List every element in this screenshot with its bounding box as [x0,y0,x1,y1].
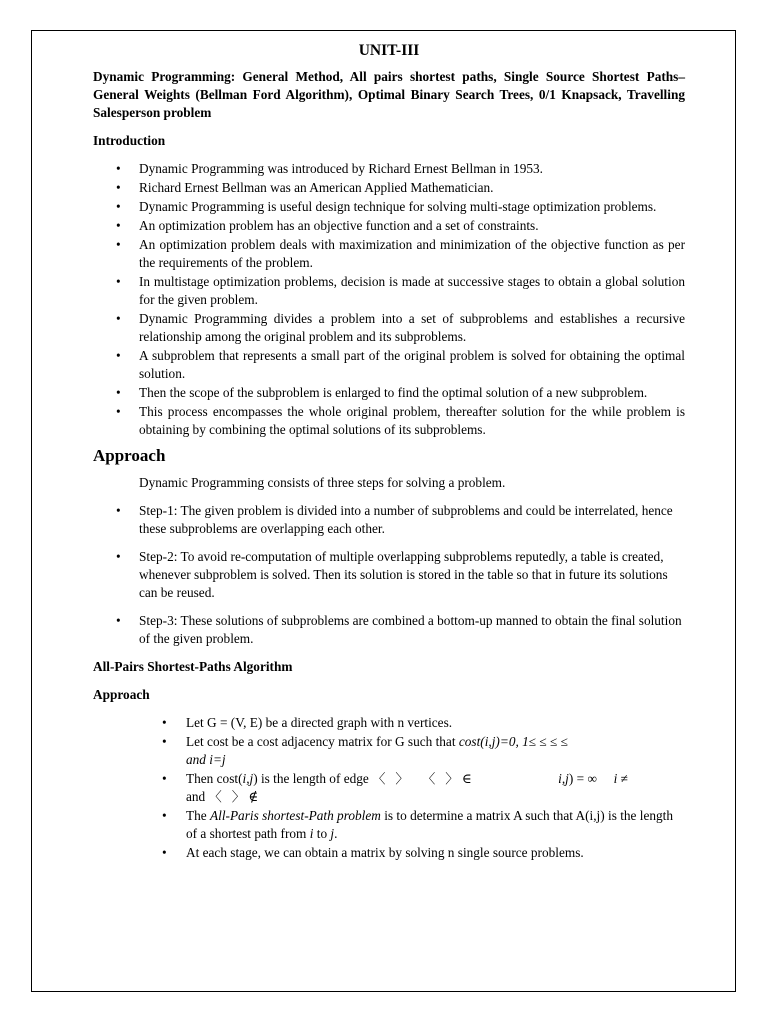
list-item: • Dynamic Programming was introduced by Richard Ernest Bellman in 1953. [139,160,685,178]
list-item: • The All-Paris shortest-Path problem is to determine a matrix A such that A(i,j) is the length of a shortest path from i to j. [186,807,685,843]
list-item: • This process encompasses the whole original problem, thereafter solution for the while problem is obtaining by combining the optimal solutions of its subproblems. [139,403,685,439]
list-item: • Step-2: To avoid re-computation of multiple overlapping subproblems reputedly, a table is created, whenever subproblem is solved. Then its solution is stored in the table so that in future its solutions can be reused. [139,548,685,602]
list-item: • In multistage optimization problems, decision is made at successive stages to obtain a global solution for the given problem. [139,273,685,309]
topics-list: Dynamic Programming: General Method, All pairs shortest paths, Single Source Shortest Paths– General Weights (Bellman Ford Algorithm), Optimal Binary Search Trees, 0/1 Knapsack, Travelling Salesperson problem [93,69,685,120]
introduction-list [93,160,685,439]
all-pairs-approach-heading: Approach [93,687,150,702]
approach-steps [93,502,685,648]
unit-title: UNIT-III [358,42,420,59]
list-item: • Dynamic Programming divides a problem into a set of subproblems and establishes a recursive relationship among the original problem and its subproblems. [139,310,685,346]
list-item: • A subproblem that represents a small part of the original problem is solved for obtaining the optimal solution. [139,347,685,383]
list-item: • An optimization problem deals with maximization and minimization of the objective function as per the requirements of the problem. [139,236,685,272]
introduction-heading: Introduction [93,133,166,148]
list-item: • Step-1: The given problem is divided into a number of subproblems and could be interrelated, hence these subproblems are overlapping each other. [139,502,685,538]
list-item: • Dynamic Programming is useful design technique for solving multi-stage optimization problems. [139,198,685,216]
approach-heading: Approach [93,446,166,465]
list-item: • Let cost be a cost adjacency matrix for G such that cost(i,j)=0, 1≤ ≤ ≤ ≤ and i=j [186,733,685,769]
list-item: • An optimization problem has an objective function and a set of constraints. [139,217,685,235]
approach-intro: Dynamic Programming consists of three steps for solving a problem. [139,475,506,490]
all-pairs-heading: All-Pairs Shortest-Paths Algorithm [93,659,293,674]
list-item: • Let G = (V, E) be a directed graph with n vertices. [186,714,685,732]
list-item: • Richard Ernest Bellman was an American Applied Mathematician. [139,179,685,197]
document-content [93,42,685,863]
list-item: • Step-3: These solutions of subproblems are combined a bottom-up manned to obtain the final solution of the given problem. [139,612,685,648]
all-pairs-list [93,714,685,862]
list-item: • Then cost(i,j) is the length of edge 〈 〉 〈 〉 ∈ i,j) = ∞ i ≠ and 〈 〉 ∉ [186,770,685,806]
list-item: • Then the scope of the subproblem is enlarged to find the optimal solution of a new subproblem. [139,384,685,402]
list-item: • At each stage, we can obtain a matrix by solving n single source problems. [186,844,685,862]
